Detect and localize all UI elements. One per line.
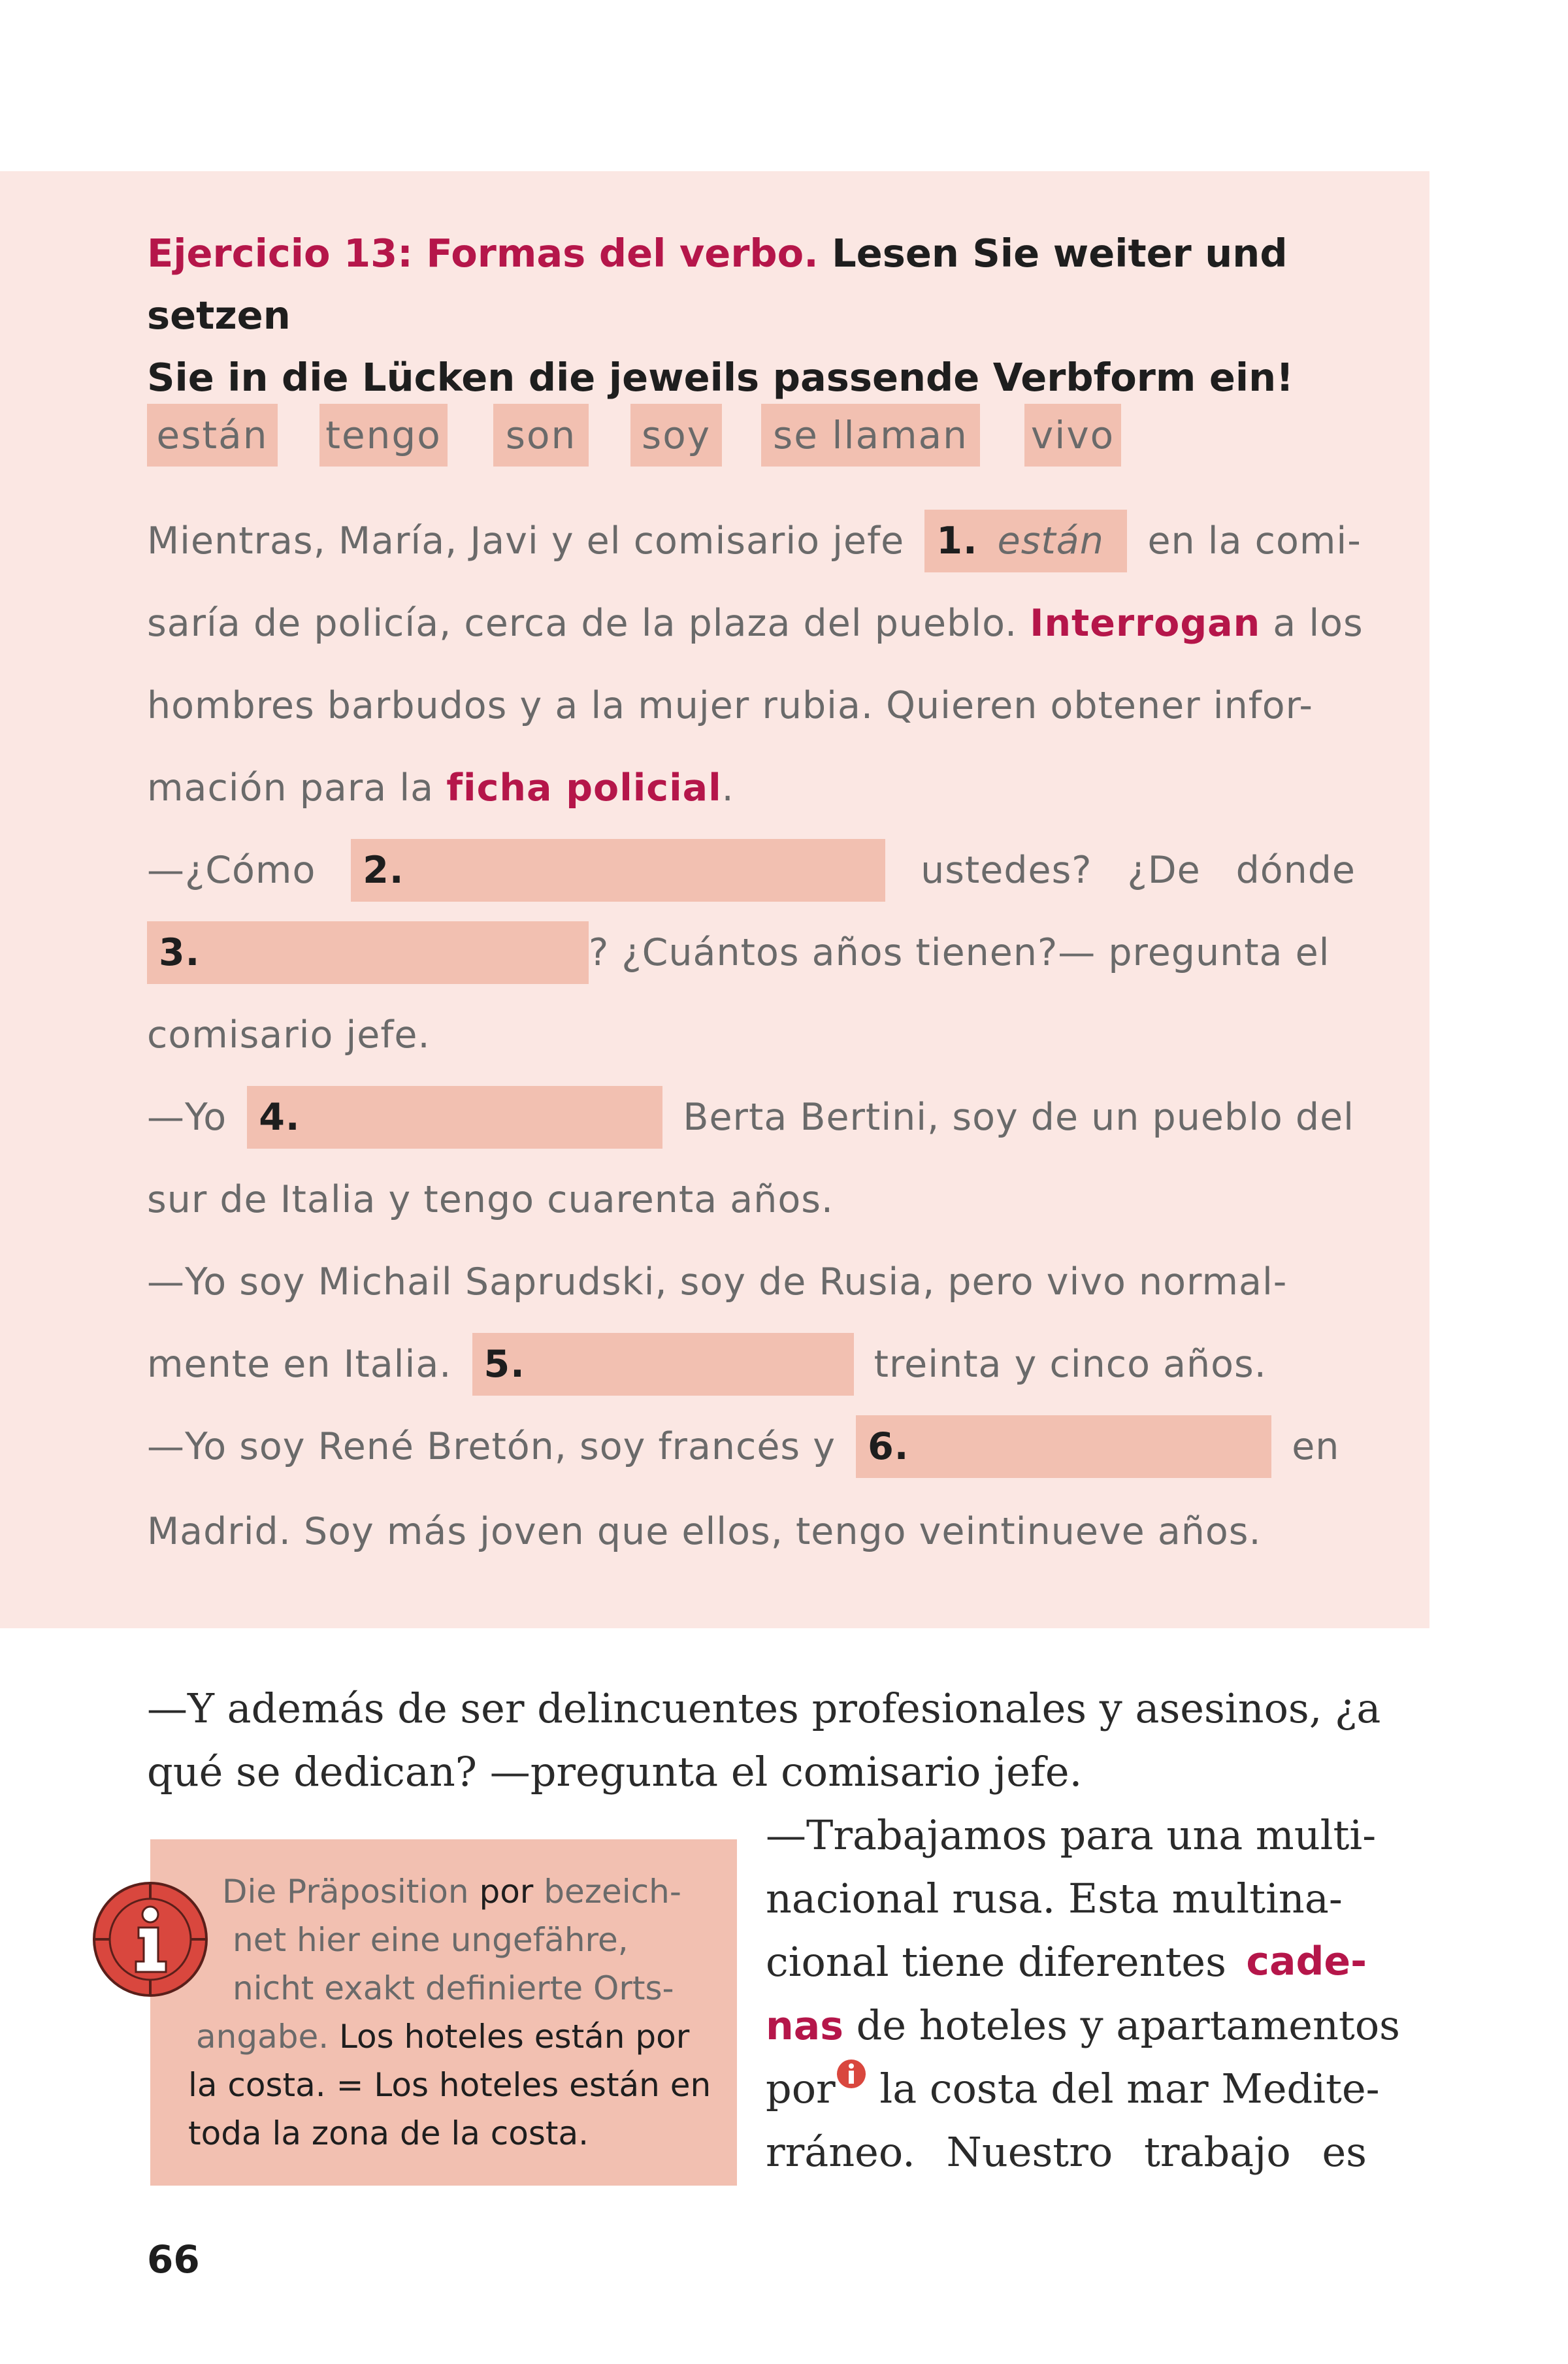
keyword: por xyxy=(479,1873,534,1911)
text-span: . xyxy=(721,766,734,810)
text-span: ¿De xyxy=(1127,849,1201,892)
text-span: —¿Cómo xyxy=(147,849,316,892)
info-line xyxy=(196,2012,689,2061)
text-span: cional tiene diferentes xyxy=(766,1938,1226,1986)
text-span: de hoteles y apartamentos xyxy=(856,2001,1400,2049)
story-line: qué se dedican? —pregunta el comisario jefe. xyxy=(147,1748,1083,1796)
story-line xyxy=(766,2057,1380,2120)
text-span: la costa del mar Medite- xyxy=(879,2065,1380,2112)
gap-4[interactable] xyxy=(247,1086,662,1149)
exercise-line xyxy=(147,757,734,819)
story-line: —Trabajamos para una multi- xyxy=(766,1811,1377,1859)
info-line: toda la zona de la costa. xyxy=(188,2114,589,2152)
text-span: por xyxy=(766,2065,836,2112)
text-span: —Yo xyxy=(147,1096,227,1139)
word-chip[interactable]: están xyxy=(147,404,278,467)
story-line: nacional rusa. Esta multina- xyxy=(766,1875,1343,1922)
exercise-line: hombres barbudos y a la mujer rubia. Quieren obtener infor- xyxy=(147,684,1314,727)
exercise-title: Ejercicio 13: Formas del verbo. xyxy=(147,231,819,276)
text-span: Los hoteles están por xyxy=(339,2018,690,2056)
gap-1[interactable] xyxy=(924,510,1127,572)
text-span: Nuestro xyxy=(946,2128,1113,2176)
text-span: ? ¿Cuántos años tienen?— pregunta el xyxy=(589,931,1330,974)
exercise-line: —Yo soy Michail Saprudski, soy de Rusia, pero vivo normal- xyxy=(147,1260,1288,1304)
gap-2[interactable] xyxy=(351,839,885,902)
gap-number: 3. xyxy=(159,931,201,974)
text-span: es xyxy=(1322,2128,1367,2176)
gap-6[interactable] xyxy=(856,1415,1271,1478)
text-span: angabe. xyxy=(196,2018,339,2056)
text-span: Mientras, María, Javi y el comisario jefe xyxy=(147,519,905,563)
text-span: a los xyxy=(1273,602,1364,645)
info-icon xyxy=(91,1880,209,1998)
word-chip[interactable]: son xyxy=(493,404,589,467)
info-line: la costa. = Los hoteles están en xyxy=(188,2066,711,2104)
story-line xyxy=(766,1994,1400,2058)
exercise-heading xyxy=(147,222,1369,408)
exercise-line xyxy=(147,1333,1267,1396)
text-span: —Yo soy René Bretón, soy francés y xyxy=(147,1425,836,1468)
text-span: treinta y cinco años. xyxy=(874,1343,1267,1386)
text-span: en la comi- xyxy=(1147,519,1362,563)
gap-5[interactable] xyxy=(472,1333,854,1396)
text-span: dónde xyxy=(1235,849,1356,892)
text-span: mación para la xyxy=(147,766,434,810)
text-span: rráneo. xyxy=(766,2128,915,2176)
exercise-line xyxy=(147,510,1362,572)
word-chip[interactable]: tengo xyxy=(319,404,448,467)
text-span: Die Präposition xyxy=(222,1873,480,1911)
exercise-line xyxy=(147,1415,1339,1478)
page-number: 66 xyxy=(147,2237,200,2282)
info-icon xyxy=(836,2058,867,2090)
text-span: ustedes? xyxy=(921,849,1092,892)
exercise-line xyxy=(147,1086,1354,1149)
exercise-instruction-line2: Sie in die Lücken die jeweils passende Verbform ein! xyxy=(147,355,1294,400)
gap-number: 5. xyxy=(483,1343,525,1386)
exercise-line xyxy=(147,592,1364,655)
text-span: en xyxy=(1292,1425,1340,1468)
exercise-line xyxy=(147,921,1330,984)
keyword: Interrogan xyxy=(1030,602,1261,645)
story-line xyxy=(766,2120,1367,2184)
gap-3[interactable] xyxy=(147,921,589,984)
text-span: saría de policía, cerca de la plaza del pueblo. xyxy=(147,602,1018,645)
keyword: ficha policial xyxy=(446,766,722,810)
exercise-line: Madrid. Soy más joven que ellos, tengo veintinueve años. xyxy=(147,1510,1262,1553)
word-chip[interactable]: soy xyxy=(630,404,722,467)
text-span: Berta Bertini, soy de un pueblo del xyxy=(683,1096,1355,1139)
keyword: cade- xyxy=(1246,1939,1367,1984)
exercise-line: comisario jefe. xyxy=(147,1013,431,1057)
text-span: trabajo xyxy=(1143,2128,1291,2176)
text-span: mente en Italia. xyxy=(147,1343,452,1386)
text-span: bezeich- xyxy=(533,1873,681,1911)
exercise-instruction: Lesen Sie weiter und setzen xyxy=(147,231,1288,338)
gap-number: 1. xyxy=(936,519,978,563)
word-chip[interactable]: se llaman xyxy=(761,404,980,467)
keyword: nas xyxy=(766,2003,843,2049)
story-line: —Y además de ser delincuentes profesionales y asesinos, ¿a xyxy=(147,1684,1381,1732)
info-line xyxy=(222,1867,681,1916)
gap-number: 2. xyxy=(363,849,404,892)
exercise-line: sur de Italia y tengo cuarenta años. xyxy=(147,1178,834,1221)
info-line: net hier eine ungefähre, xyxy=(233,1921,629,1959)
word-chip[interactable]: vivo xyxy=(1024,404,1121,467)
gap-number: 6. xyxy=(868,1425,909,1468)
exercise-line xyxy=(147,839,1356,902)
gap-answer: están xyxy=(997,519,1104,563)
story-line xyxy=(766,1930,1367,1994)
info-line: nicht exakt definierte Orts- xyxy=(233,1969,674,2007)
gap-number: 4. xyxy=(259,1096,301,1139)
